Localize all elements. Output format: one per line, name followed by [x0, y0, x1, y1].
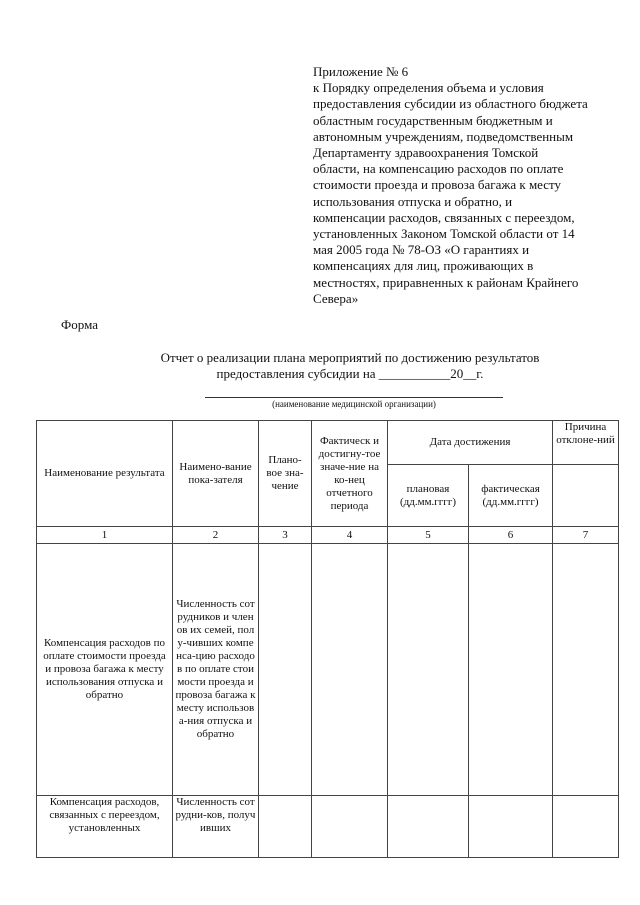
appendix-line: местностях, приравненных к районам Крайнего [313, 274, 579, 290]
appendix-line: Приложение № 6 [313, 64, 409, 79]
column-number: 1 [37, 527, 173, 544]
report-title-line-1: Отчет о реализации плана мероприятий по достижению результатов [160, 350, 540, 365]
column-number: 6 [469, 527, 553, 544]
appendix-line: мая 2005 года № 78-ОЗ «О гарантиях и [313, 242, 530, 258]
column-number: 4 [312, 527, 388, 544]
appendix-line: стоимости проезда и провоза багажа к месту [313, 177, 562, 193]
organization-caption: (наименование медицинской организации) [272, 399, 436, 409]
header-reason-blank [553, 465, 619, 527]
column-number: 3 [259, 527, 312, 544]
column-number: 2 [173, 527, 259, 544]
header-result-name: Наименование результата [37, 421, 173, 527]
table-row [37, 544, 619, 796]
report-title [60, 350, 640, 382]
header-planned-value: Плано-вое зна-чение [259, 421, 312, 527]
appendix-line: областным государственным бюджетным и [313, 112, 553, 128]
indicator-cell: Численность сотрудников и членов их семей, полу-чивших компенса-цию расходов по оплате стоимости проезда и провоза багажа к месту использова-ния отпуска и обратно [173, 544, 259, 796]
header-achievement-date: Дата достижения [388, 421, 553, 465]
appendix-reference [313, 64, 623, 307]
column-number-row [37, 527, 619, 544]
appendix-line: к Порядку определения объема и условия [313, 80, 544, 96]
appendix-line: Севера» [313, 290, 359, 306]
empty-cell [388, 544, 469, 796]
header-row-1 [37, 421, 619, 465]
appendix-line: предоставления субсидии из областного бюджета [313, 96, 588, 112]
report-table [36, 420, 619, 858]
report-title-line-2: предоставления субсидии на ___________20__г. [216, 366, 484, 381]
table-row [37, 796, 619, 858]
result-cell: Компенсация расходов, связанных с переездом, установленных [37, 796, 173, 858]
header-actual-date: фактическая (дд.мм.гггг) [469, 465, 553, 527]
result-cell: Компенсация расходов по оплате стоимости проезда и провоза багажа к месту использования отпуска и обратно [37, 544, 173, 796]
empty-cell [553, 796, 619, 858]
empty-cell [259, 544, 312, 796]
empty-cell [312, 796, 388, 858]
header-planned-date: плановая (дд.мм.гггг) [388, 465, 469, 527]
header-reason: Причина отклоне-ний [553, 421, 619, 465]
empty-cell [469, 796, 553, 858]
header-indicator-name: Наимено-вание пока-зателя [173, 421, 259, 527]
organization-name-line [205, 397, 503, 398]
appendix-line: компенсациях для лиц, проживающих в [313, 258, 534, 274]
empty-cell [469, 544, 553, 796]
form-label: Форма [61, 317, 98, 332]
appendix-line: автономным учреждениям, подведомственным [313, 128, 574, 144]
appendix-line: использования отпуска и обратно, и [313, 193, 513, 209]
empty-cell [312, 544, 388, 796]
indicator-cell: Численность сотрудни-ков, получивших [173, 796, 259, 858]
appendix-line: установленных Законом Томской области от 14 [313, 226, 575, 242]
empty-cell [388, 796, 469, 858]
appendix-line: области, на компенсацию расходов по оплате [313, 161, 564, 177]
appendix-line: Департаменту здравоохранения Томской [313, 145, 539, 161]
empty-cell [259, 796, 312, 858]
appendix-line: компенсации расходов, связанных с переездом, [313, 209, 575, 225]
header-actual-value: Фактическ и достигну-тое значе-ние на ко-нец отчетного периода [312, 421, 388, 527]
column-number: 5 [388, 527, 469, 544]
empty-cell [553, 544, 619, 796]
column-number: 7 [553, 527, 619, 544]
